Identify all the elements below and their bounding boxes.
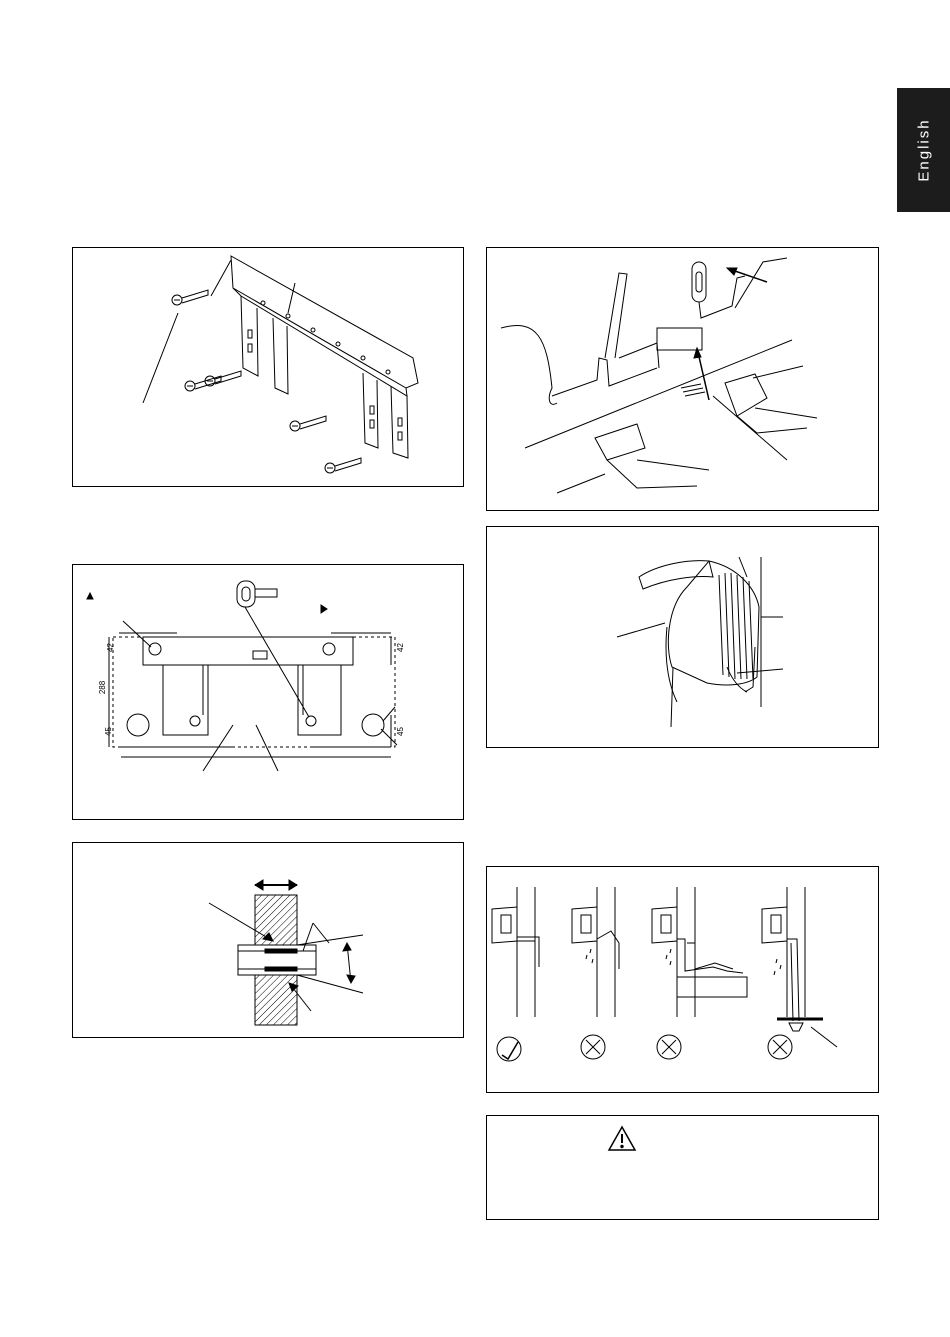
wall-drawing-3 [652, 887, 747, 1017]
screw-icon [290, 416, 326, 431]
figure-wall-hole-section [72, 842, 464, 1038]
figure-indoor-unit-hooking [486, 247, 879, 511]
screw-icon [325, 458, 361, 473]
wall-drawing-2 [572, 887, 619, 1017]
figure-indoor-unit-side [486, 526, 879, 748]
warning-triangle-icon [609, 1127, 635, 1150]
mounting-plate-drawing [231, 256, 418, 458]
language-tab-label: English [915, 118, 932, 182]
figure-drain-hose-routing [486, 866, 879, 1093]
language-tab [897, 88, 950, 212]
dimension-bottom-right-label: 45 [395, 727, 405, 736]
figure-mounting-plate-screws [72, 247, 464, 487]
wall-drawing-4 [762, 887, 837, 1047]
wall-drawing-1 [492, 887, 539, 1017]
screw-icon [172, 290, 208, 305]
plate-outline-drawing [143, 637, 353, 735]
caution-box [486, 1115, 879, 1220]
cross-circle-icon [657, 1035, 681, 1059]
dimension-side-label: 42 [395, 643, 405, 652]
cross-circle-icon [581, 1035, 605, 1059]
dimension-top-label: 42 [105, 643, 115, 652]
check-circle-icon [497, 1037, 521, 1061]
figure-mounting-plate-dimensions [72, 564, 464, 820]
dimension-bottom-left-label: 45 [103, 727, 113, 736]
dimension-height-label: 288 [98, 680, 108, 695]
cross-circle-icon [768, 1035, 792, 1059]
